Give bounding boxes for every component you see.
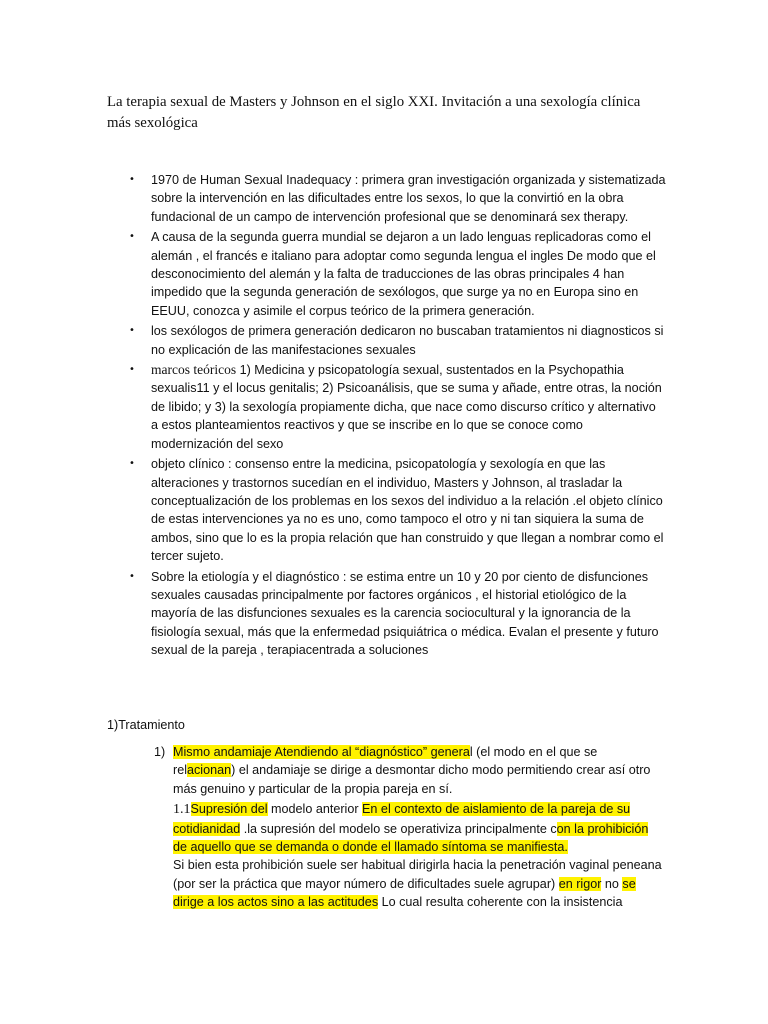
- text-span: ) el andamiaje se dirige a desmontar dicho modo permitiendo crear así otro más genuino y particular de la propia pareja en sí.: [173, 763, 651, 796]
- treatment-content: [173, 743, 663, 912]
- highlight-span: se dirige a los actos sino a las actitudes: [173, 876, 636, 910]
- bullet-item: [0, 322, 666, 359]
- treatment-paragraph-1: [173, 743, 663, 798]
- highlight-span: on la prohibición de aquello que se demanda o donde el llamado síntoma se manifiesta.: [173, 821, 649, 855]
- bullet-text: objeto clínico : consenso entre la medicina, psicopatología y sexología en que las alteraciones y trastornos sucedían en el individuo, Masters y Johnson, al trasladar la conceptualización de los problemas en los sexos del individuo a la relación .el objeto clínico de estas intervenciones ya no es uno, como tampoco el otro y ni tan siquiera la suma de ambos, sino que lo es la propia relación que han construido y que llegan a nombrar como el tercer sujeto.: [151, 457, 664, 564]
- bullet-item: [0, 171, 666, 226]
- text-span: Si bien esta prohibición suele ser habitual dirigirla hacia la penetración vaginal peneana (por ser la práctica que mayor número de dificultades suele agrupar): [173, 858, 662, 891]
- document-title: La terapia sexual de Masters y Johnson en el siglo XXI. Invitación a una sexología clínica más sexológica: [107, 94, 641, 131]
- highlight-span: Mismo andamiaje Atendiendo al “diagnóstico” genera: [173, 745, 470, 759]
- bullet-item: [0, 568, 666, 660]
- section-heading: 1)Tratamiento: [107, 718, 185, 732]
- bullet-text: [151, 361, 666, 453]
- text-span: modelo anterior: [267, 802, 363, 817]
- bullet-item: [0, 228, 666, 320]
- bullet-item: [0, 361, 666, 453]
- bullet-list: [0, 171, 768, 660]
- list-number: 1): [154, 745, 166, 759]
- highlight-span: en rigor: [558, 876, 602, 891]
- treatment-paragraph-3: [173, 856, 663, 911]
- bullet-icon: •: [129, 458, 135, 470]
- bullet-icon: •: [129, 231, 135, 243]
- bullet-icon: •: [129, 174, 135, 185]
- bullet-text: 1970 de Human Sexual Inadequacy : primera gran investigación organizada y sistematizada sobre la intervención en las dificultades entre los sexos, lo que la convirtió en la obra fundacional de un campo de intervención profesional que se denominará sex therapy.: [151, 173, 666, 224]
- bullet-icon: •: [129, 364, 135, 376]
- bullet-item: [0, 455, 666, 565]
- bullet-text: Sobre la etiología y el diagnóstico : se estima entre un 10 y 20 por ciento de disfunciones sexuales causadas principalmente por factores orgánicos , el historial etiológico de la mayoría de las disfunciones sexuales es la carencia sociocultural y la ignorancia de la fisiología sexual, más que la enfermedad psiquiátrica o médica. Evalan el presente y futuro sexual de la pareja , terapiacentrada a soluciones: [151, 569, 659, 658]
- text-span: Lo cual resulta coherente con la insistencia: [378, 895, 623, 910]
- text-span: .la supresión del modelo se operativiza principalmente c: [240, 821, 557, 836]
- highlight-span: acionan: [187, 763, 232, 778]
- highlight-span: En el contexto de aislamiento de la pareja de su cotidianidad: [173, 802, 631, 836]
- treatment-paragraph-2: [173, 800, 663, 856]
- text-span: no: [601, 876, 623, 891]
- sub-number: 1.1: [173, 802, 191, 818]
- bullet-icon: •: [129, 325, 135, 337]
- bullet-text: A causa de la segunda guerra mundial se dejaron a un lado lenguas replicadoras como el alemán , el francés e italiano para adoptar como segunda lengua el ingles De modo que el desconocimiento del alemán y la falta de traducciones de las obras principales 4 han impedido que la segunda generación de sexólogos, que surge ya no en Europa sino en EEUU, conozca y asimile el corpus teórico de la primera generación.: [151, 230, 656, 318]
- bullet-icon: •: [129, 570, 135, 582]
- highlight-span: Supresión del: [190, 802, 268, 817]
- bullet-lead: marcos teóricos: [151, 362, 237, 378]
- bullet-text: los sexólogos de primera generación dedicaron no buscaban tratamientos ni diagnosticos si no explicación de las manifestaciones sexuales: [151, 324, 664, 357]
- text-span: l (el modo en el que se rel: [173, 745, 598, 778]
- bullet-body: 1) Medicina y psicopatología sexual, sustentados en la Psychopathia sexualis11 y el locus genitalis; 2) Psicoanálisis, que se suma y añade, entre otras, la noción de libido; y 3) la sexología propiamente dicha, que nace como discurso crítico y alternativo a estos planteamientos reactivos y que se inscribe en lo que se conoce como modernización del sexo: [151, 363, 662, 451]
